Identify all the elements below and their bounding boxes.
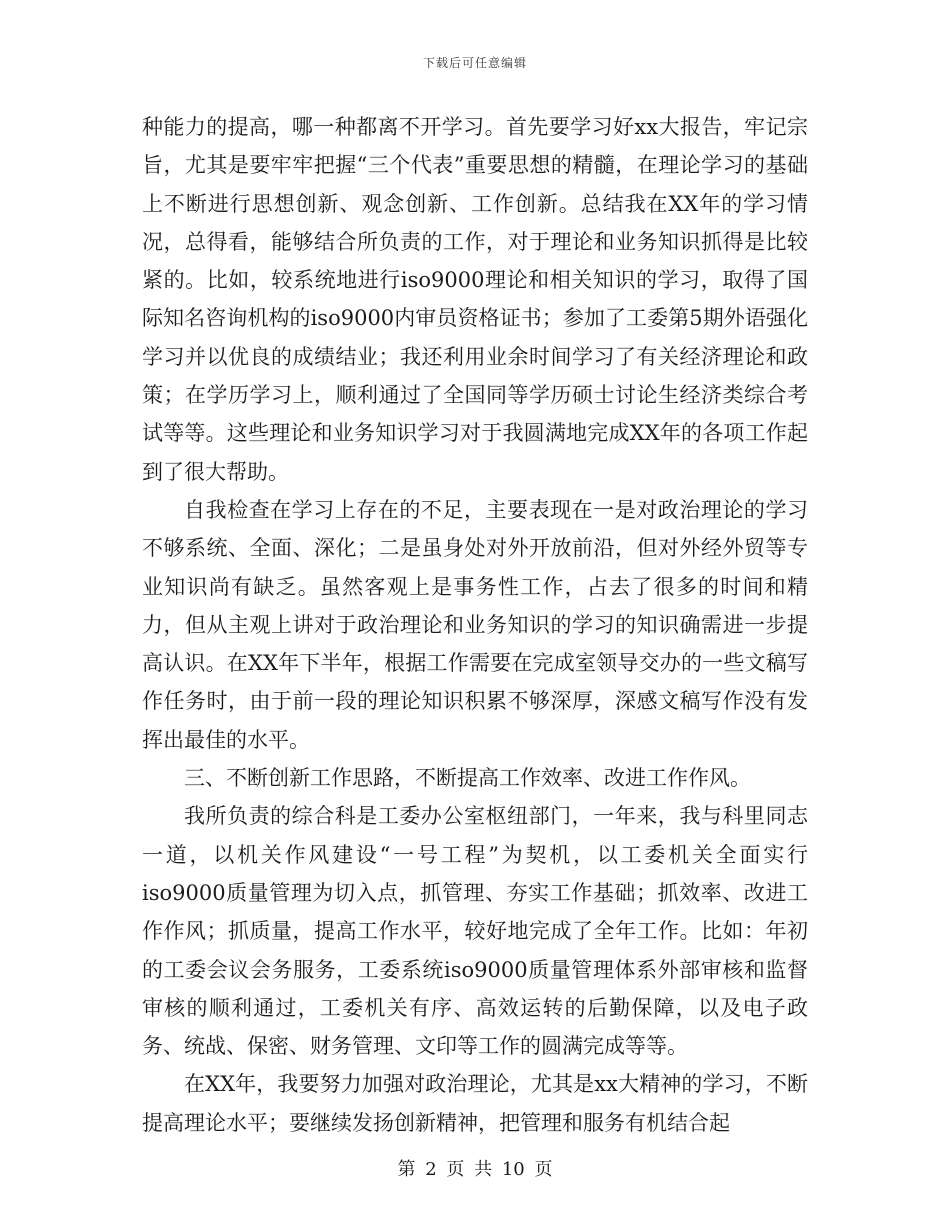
document-body: [142, 108, 808, 1142]
page-number-footer: 第 2 页 共 10 页: [397, 1159, 553, 1180]
page-header: 下载后可任意编辑: [422, 56, 527, 70]
paragraph-1: 种能力的提高，哪一种都离不开学习。首先要学习好xx大报告，牢记宗旨，尤其是要牢牢把握“三个代表”重要思想的精髓，在理论学习的基础上不断进行思想创新、观念创新、工作创新。总结我在XX年的学习情况，总得看，能够结合所负责的工作，对于理论和业务知识抓得是比较紧的。比如，较系统地进行iso9000理论和相关知识的学习，取得了国际知名咨询机构的iso9000内审员资格证书；参加了工委第5期外语强化学习并以优良的成绩结业；我还利用业余时间学习了有关经济理论和政策；在学历学习上，顺利通过了全国同等学历硕士讨论生经济类综合考试等等。这些理论和业务知识学习对于我圆满地完成XX年的各项工作起到了很大帮助。: [142, 115, 808, 484]
paragraph-3: 我所负责的综合科是工委办公室枢纽部门，一年来，我与科里同志一道，以机关作风建设“一号工程”为契机，以工委机关全面实行iso9000质量管理为切入点，抓管理、夯实工作基础；抓效率、改进工作作风；抓质量，提高工作水平，较好地完成了全年工作。比如：年初的工委会议会务服务，工委系统iso9000质量管理体系外部审核和监督审核的顺利通过，工委机关有序、高效运转的后勤保障，以及电子政务、统战、保密、财务管理、文印等工作的圆满完成等等。: [142, 804, 808, 1059]
section-heading: 三、不断创新工作思路，不断提高工作效率、改进工作作风。: [184, 766, 751, 791]
paragraph-4: 在XX年，我要努力加强对政治理论，尤其是xx大精神的学习，不断提高理论水平；要继续发扬创新精神，把管理和服务有机结合起: [142, 1072, 808, 1135]
paragraph-2: 自我检查在学习上存在的不足，主要表现在一是对政治理论的学习不够系统、全面、深化；二是虽身处对外开放前沿，但对外经外贸等专业知识尚有缺乏。虽然客观上是事务性工作，占去了很多的时间和精力，但从主观上讲对于政治理论和业务知识的学习的知识确需进一步提高认识。在XX年下半年，根据工作需要在完成室领导交办的一些文稿写作任务时，由于前一段的理论知识积累不够深厚，深感文稿写作没有发挥出最佳的水平。: [142, 497, 808, 752]
